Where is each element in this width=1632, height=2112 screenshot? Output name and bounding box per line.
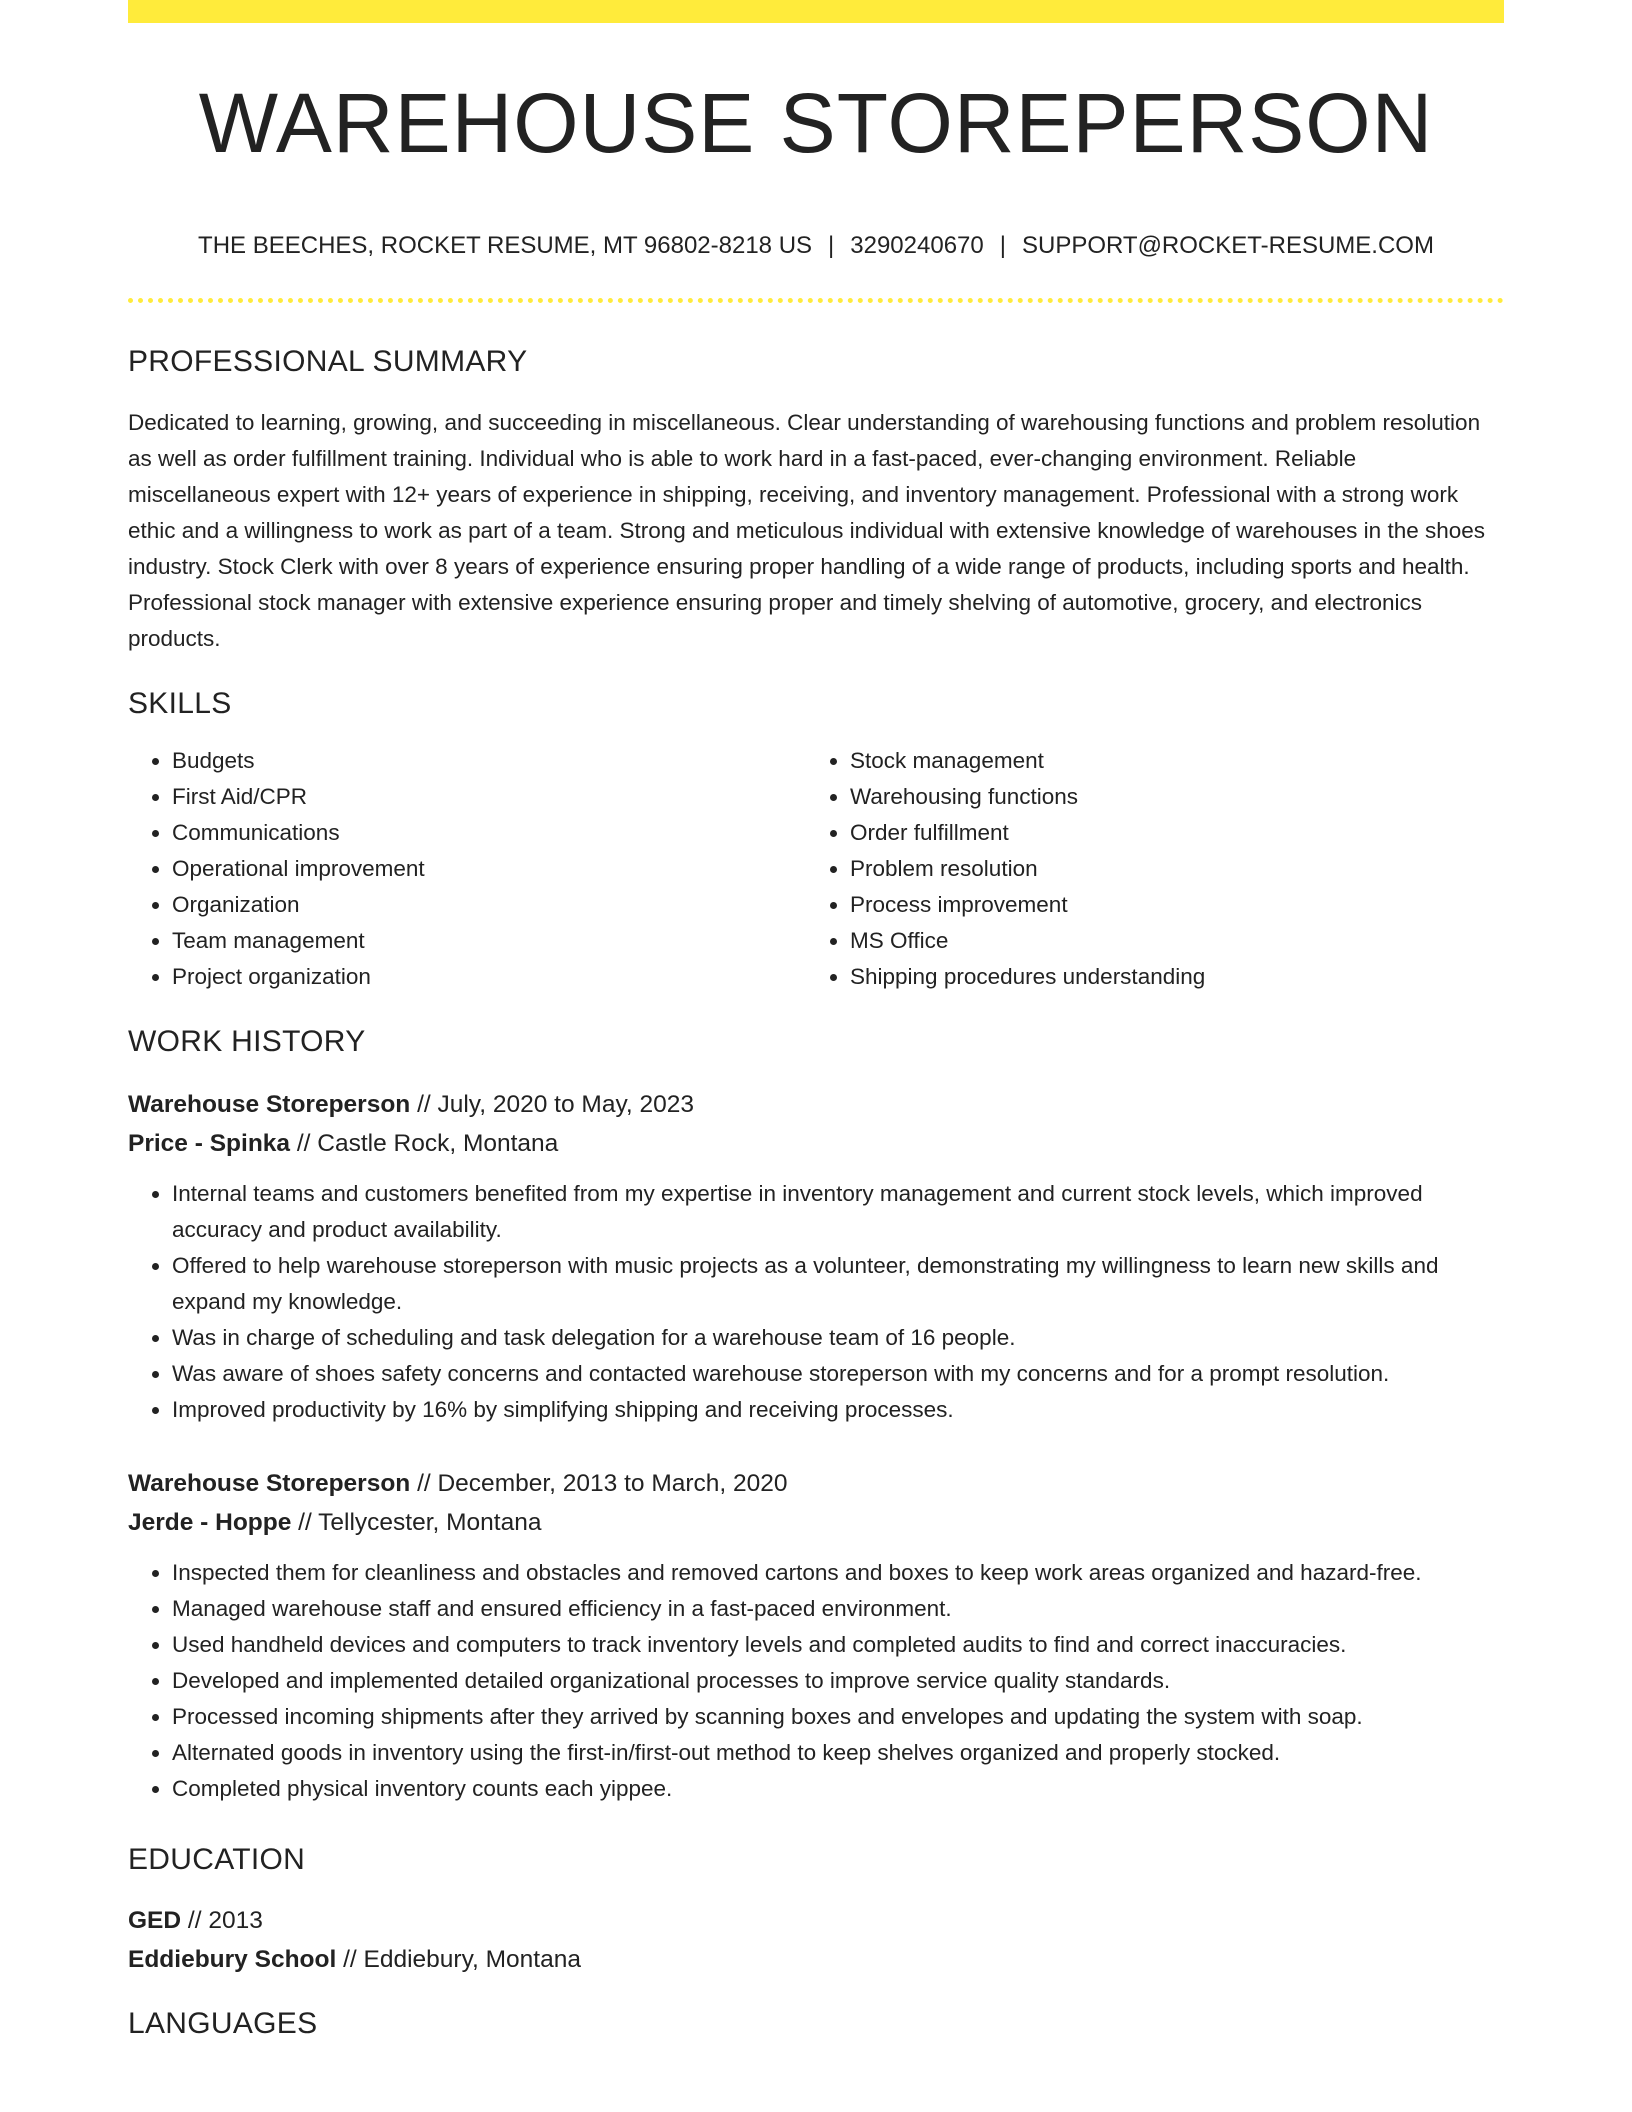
top-accent-bar [128, 0, 1504, 23]
resume-name: WAREHOUSE STOREPERSON [198, 76, 1434, 170]
education-school-line [128, 1940, 1504, 1979]
skill-item: • MS Office [850, 923, 1484, 959]
education-entry [128, 1901, 1504, 1979]
skill-item: • First Aid/CPR [172, 779, 806, 815]
skill-item: • Order fulfillment [850, 815, 1484, 851]
skills-column-left [128, 743, 806, 995]
job-bullet: • Offered to help warehouse storeperson with music projects as a volunteer, demonstrating my willingness to learn new skills and expand my knowledge. [172, 1248, 1504, 1320]
contact-phone: 3290240670 [850, 232, 984, 259]
skill-item: • Budgets [172, 743, 806, 779]
resume-page [128, 0, 1504, 2041]
job-bullet: • Managed warehouse staff and ensured efficiency in a fast-paced environment. [172, 1591, 1504, 1627]
job-bullet: • Processed incoming shipments after they arrived by scanning boxes and envelopes and updating the system with soap. [172, 1699, 1504, 1735]
skill-item: • Communications [172, 815, 806, 851]
job-bullet: • Inspected them for cleanliness and obstacles and removed cartons and boxes to keep work areas organized and hazard-free. [172, 1555, 1504, 1591]
job-location: // Castle Rock, Montana [290, 1130, 559, 1157]
skill-item: • Team management [172, 923, 806, 959]
summary-heading: PROFESSIONAL SUMMARY [128, 345, 528, 378]
job-dates: // July, 2020 to May, 2023 [410, 1091, 694, 1118]
job-bullets [128, 1176, 1504, 1428]
job-entry [128, 1464, 1504, 1807]
job-role: Warehouse Storeperson [128, 1470, 411, 1497]
contact-separator: | [828, 232, 835, 259]
skill-item: • Warehousing functions [850, 779, 1484, 815]
job-location: // Tellycester, Montana [291, 1509, 542, 1536]
job-bullet: • Was in charge of scheduling and task delegation for a warehouse team of 16 people. [172, 1320, 1504, 1356]
summary-text: Dedicated to learning, growing, and succeeding in miscellaneous. Clear understanding of warehousing functions and problem resolution as well as order fulfillment training. Individual who is able to work hard in a fast-paced, ever-changing environment. Reliable miscellaneous expert with 12+ years of experience in shipping, receiving, and inventory management. Professional with a strong work ethic and a willingness to work as part of a team. Strong and meticulous individual with extensive knowledge of warehouses in the shoes industry. Stock Clerk with over 8 years of experience ensuring proper handling of a wide range of products, including sports and health. Professional stock manager with extensive experience ensuring proper and timely shelving of automotive, grocery, and electronics products. [128, 410, 1486, 651]
contact-line [128, 232, 1504, 260]
skill-item: • Process improvement [850, 887, 1484, 923]
contact-separator: | [999, 232, 1006, 259]
skills-heading: SKILLS [128, 687, 232, 720]
skills-list [128, 743, 1504, 995]
job-bullet: • Used handheld devices and computers to track inventory levels and completed audits to find and correct inaccuracies. [172, 1627, 1504, 1663]
job-bullet: • Improved productivity by 16% by simplifying shipping and receiving processes. [172, 1392, 1504, 1428]
education-year: // 2013 [181, 1907, 263, 1934]
job-role-line [128, 1085, 1504, 1124]
skills-column-right [806, 743, 1484, 995]
job-role-line [128, 1464, 1504, 1503]
job-bullet: • Was aware of shoes safety concerns and contacted warehouse storeperson with my concerns and for a prompt resolution. [172, 1356, 1504, 1392]
job-company-line [128, 1124, 1504, 1163]
education-degree: GED [128, 1907, 182, 1934]
job-company: Price - Spinka [128, 1130, 291, 1157]
job-dates: // December, 2013 to March, 2020 [410, 1470, 788, 1497]
skill-item: • Problem resolution [850, 851, 1484, 887]
skill-item: • Operational improvement [172, 851, 806, 887]
job-bullet: • Completed physical inventory counts each yippee. [172, 1771, 1504, 1807]
dotted-divider [128, 298, 1504, 303]
skill-item: • Organization [172, 887, 806, 923]
job-bullet: • Internal teams and customers benefited from my expertise in inventory management and current stock levels, which improved accuracy and product availability. [172, 1176, 1504, 1248]
job-company: Jerde - Hoppe [128, 1509, 292, 1536]
contact-email: SUPPORT@ROCKET-RESUME.COM [1021, 232, 1434, 259]
job-bullet: • Developed and implemented detailed organizational processes to improve service quality standards. [172, 1663, 1504, 1699]
education-school: Eddiebury School [128, 1946, 337, 1973]
contact-address: THE BEECHES, ROCKET RESUME, MT 96802-8218 US [198, 232, 813, 259]
job-entry [128, 1085, 1504, 1428]
job-bullets [128, 1555, 1504, 1807]
skill-item: • Project organization [172, 959, 806, 995]
education-location: // Eddiebury, Montana [336, 1946, 581, 1973]
education-heading: EDUCATION [128, 1843, 306, 1876]
skill-item: • Shipping procedures understanding [850, 959, 1484, 995]
education-degree-line [128, 1901, 1504, 1940]
job-role: Warehouse Storeperson [128, 1091, 411, 1118]
job-company-line [128, 1503, 1504, 1542]
work-history-heading: WORK HISTORY [128, 1025, 366, 1058]
skill-item: • Stock management [850, 743, 1484, 779]
job-bullet: • Alternated goods in inventory using the first-in/first-out method to keep shelves organized and properly stocked. [172, 1735, 1504, 1771]
languages-heading: LANGUAGES [128, 2007, 318, 2040]
